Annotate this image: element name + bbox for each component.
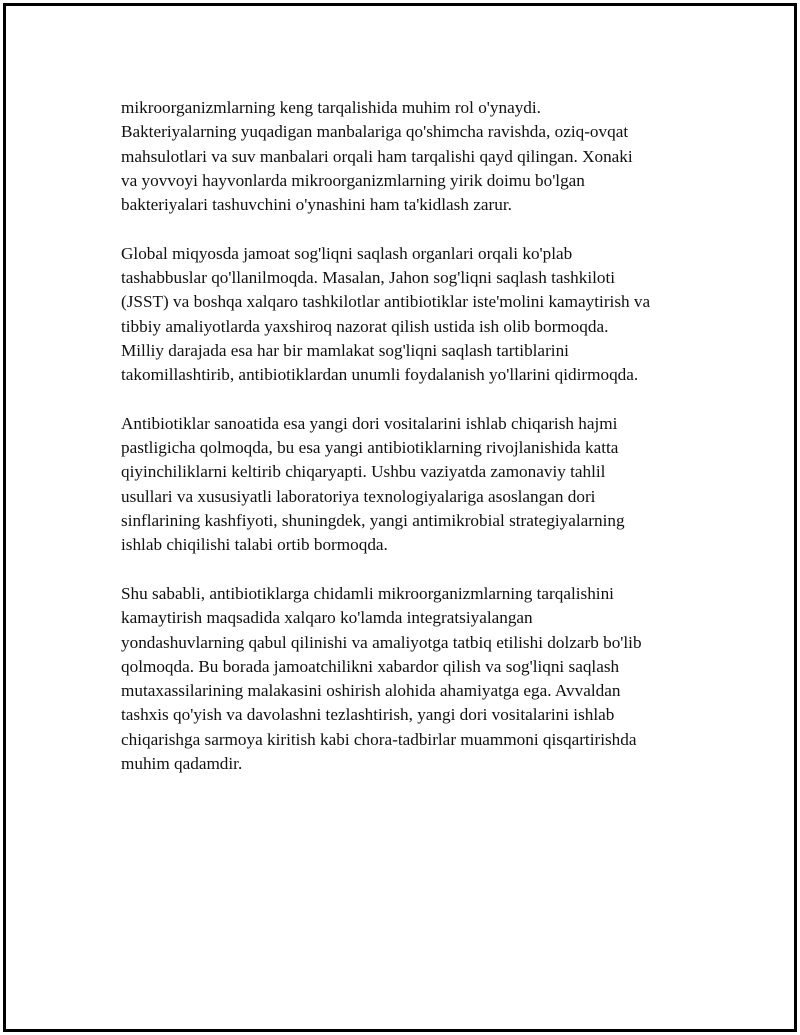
text-line: Antibiotiklar sanoatida esa yangi dori vositalarini ishlab chiqarish hajmi — [121, 413, 618, 433]
text-line: usullari va xususiyatli laboratoriya texnologiyalariga asoslangan dori — [121, 486, 596, 506]
text-line: mahsulotlari va suv manbalari orqali ham tarqalishi qayd qilingan. Xonaki — [121, 146, 633, 166]
text-line: mikroorganizmlarning keng tarqalishida muhim rol o'ynaydi. — [121, 98, 541, 117]
text-line: ishlab chiqilishi talabi ortib bormoqda. — [121, 535, 388, 555]
text-line: yondashuvlarning qabul qilinishi va amaliyotga tatbiq etilishi dolzarb bo'lib — [121, 632, 642, 652]
paragraph-4 — [121, 582, 701, 776]
text-line: bakteriyalari tashuvchini o'ynashini ham ta'kidlash zarur. — [121, 195, 512, 215]
text-line: (JSST) va boshqa xalqaro tashkilotlar antibiotiklar iste'molini kamaytirish va — [121, 292, 651, 312]
text-line: kamaytirish maqsadida xalqaro ko'lamda integratsiyalangan — [121, 608, 533, 628]
text-line: takomillashtirib, antibiotiklardan unumli foydalanish yo'llarini qidirmoqda. — [121, 365, 639, 385]
text-line: tashabbuslar qo'llanilmoqda. Masalan, Jahon sog'liqni saqlash tashkiloti — [121, 268, 616, 288]
text-line: muhim qadamdir. — [121, 754, 243, 774]
paragraph-1 — [121, 96, 701, 217]
text-line: Shu sababli, antibiotiklarga chidamli mikroorganizmlarning tarqalishini — [121, 583, 614, 603]
text-line: Global miqyosda jamoat sog'liqni saqlash organlari orqali ko'plab — [121, 243, 573, 263]
text-line: Bakteriyalarning yuqadigan manbalariga qo'shimcha ravishda, oziq-ovqat — [121, 122, 629, 142]
text-line: pastligicha qolmoqda, bu esa yangi antibiotiklarning rivojlanishida katta — [121, 438, 619, 458]
text-line: tibbiy amaliyotlarda yaxshiroq nazorat qilish ustida ish olib bormoqda. — [121, 316, 609, 336]
paragraph-2 — [121, 242, 701, 388]
text-line: va yovvoyi hayvonlarda mikroorganizmlarning yirik doimu bo'lgan — [121, 170, 585, 190]
page-frame — [3, 3, 797, 1032]
text-line: Milliy darajada esa har bir mamlakat sog'liqni saqlash tartiblarini — [121, 340, 569, 360]
text-line: mutaxassilarining malakasini oshirish alohida ahamiyatga ega. Avvaldan — [121, 681, 621, 701]
text-line: qolmoqda. Bu borada jamoatchilikni xabardor qilish va sog'liqni saqlash — [121, 656, 620, 676]
text-line: chiqarishga sarmoya kiritish kabi chora-tadbirlar muammoni qisqartirishda — [121, 729, 637, 749]
text-line: qiyinchiliklarni keltirib chiqaryapti. Ushbu vaziyatda zamonaviy tahlil — [121, 462, 606, 482]
text-line: tashxis qo'yish va davolashni tezlashtirish, yangi dori vositalarini ishlab — [121, 705, 615, 725]
document-body — [121, 96, 701, 801]
text-line: sinflarining kashfiyoti, shuningdek, yangi antimikrobial strategiyalarning — [121, 511, 625, 531]
paragraph-3 — [121, 412, 701, 558]
